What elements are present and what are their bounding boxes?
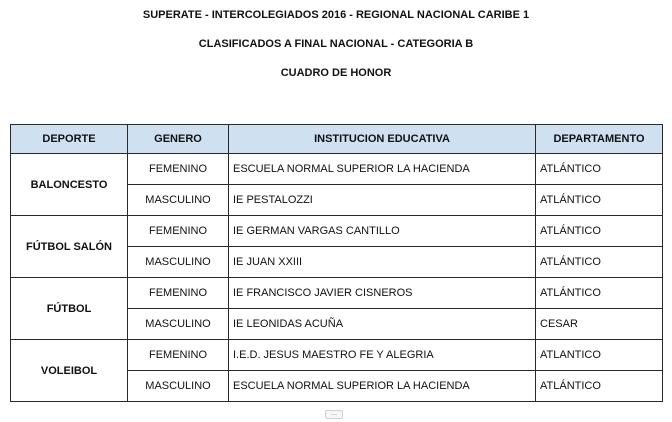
- institution-cell: ESCUELA NORMAL SUPERIOR LA HACIENDA: [229, 154, 536, 185]
- sport-cell: VOLEIBOL: [11, 340, 128, 402]
- table-row: [11, 154, 663, 185]
- table-row: [11, 340, 663, 371]
- department-cell: ATLÁNTICO: [536, 278, 663, 309]
- sport-cell: FÚTBOL SALÓN: [11, 216, 128, 278]
- document-title: SUPERATE - INTERCOLEGIADOS 2016 - REGIONAL NACIONAL CARIBE 1: [142, 9, 530, 21]
- gender-cell: MASCULINO: [128, 185, 229, 216]
- gender-cell: MASCULINO: [128, 371, 229, 402]
- institution-cell: I.E.D. JESUS MAESTRO FE Y ALEGRIA: [229, 340, 536, 371]
- department-cell: ATLANTICO: [536, 340, 663, 371]
- institution-cell: IE JUAN XXIII: [229, 247, 536, 278]
- column-header-deporte: DEPORTE: [11, 125, 128, 154]
- gender-cell: FEMENINO: [128, 216, 229, 247]
- gender-cell: MASCULINO: [128, 247, 229, 278]
- department-cell: ATLÁNTICO: [536, 185, 663, 216]
- column-header-departamento: DEPARTAMENTO: [536, 125, 663, 154]
- sport-cell: FÚTBOL: [11, 278, 128, 340]
- institution-cell: IE GERMAN VARGAS CANTILLO: [229, 216, 536, 247]
- column-header-institucion: INSTITUCION EDUCATIVA: [229, 125, 536, 154]
- institution-cell: IE FRANCISCO JAVIER CISNEROS: [229, 278, 536, 309]
- gender-cell: FEMENINO: [128, 340, 229, 371]
- department-cell: ATLÁNTICO: [536, 154, 663, 185]
- institution-cell: ESCUELA NORMAL SUPERIOR LA HACIENDA: [229, 371, 536, 402]
- institution-cell: IE PESTALOZZI: [229, 185, 536, 216]
- column-header-genero: GENERO: [128, 125, 229, 154]
- table-header-row: [11, 125, 663, 154]
- document-section-title: CUADRO DE HONOR: [280, 67, 392, 79]
- department-cell: ATLÁNTICO: [536, 216, 663, 247]
- table-row: [11, 278, 663, 309]
- table-row: [11, 216, 663, 247]
- gender-cell: FEMENINO: [128, 278, 229, 309]
- department-cell: ATLÁNTICO: [536, 247, 663, 278]
- honor-table: [10, 124, 663, 402]
- institution-cell: IE LEONIDAS ACUÑA: [229, 309, 536, 340]
- gender-cell: FEMENINO: [128, 154, 229, 185]
- document-subtitle: CLASIFICADOS A FINAL NACIONAL - CATEGORIA B: [198, 38, 474, 50]
- department-cell: ATLÁNTICO: [536, 371, 663, 402]
- sport-cell: BALONCESTO: [11, 154, 128, 216]
- more-options-button[interactable]: ...: [325, 410, 343, 419]
- department-cell: CESAR: [536, 309, 663, 340]
- gender-cell: MASCULINO: [128, 309, 229, 340]
